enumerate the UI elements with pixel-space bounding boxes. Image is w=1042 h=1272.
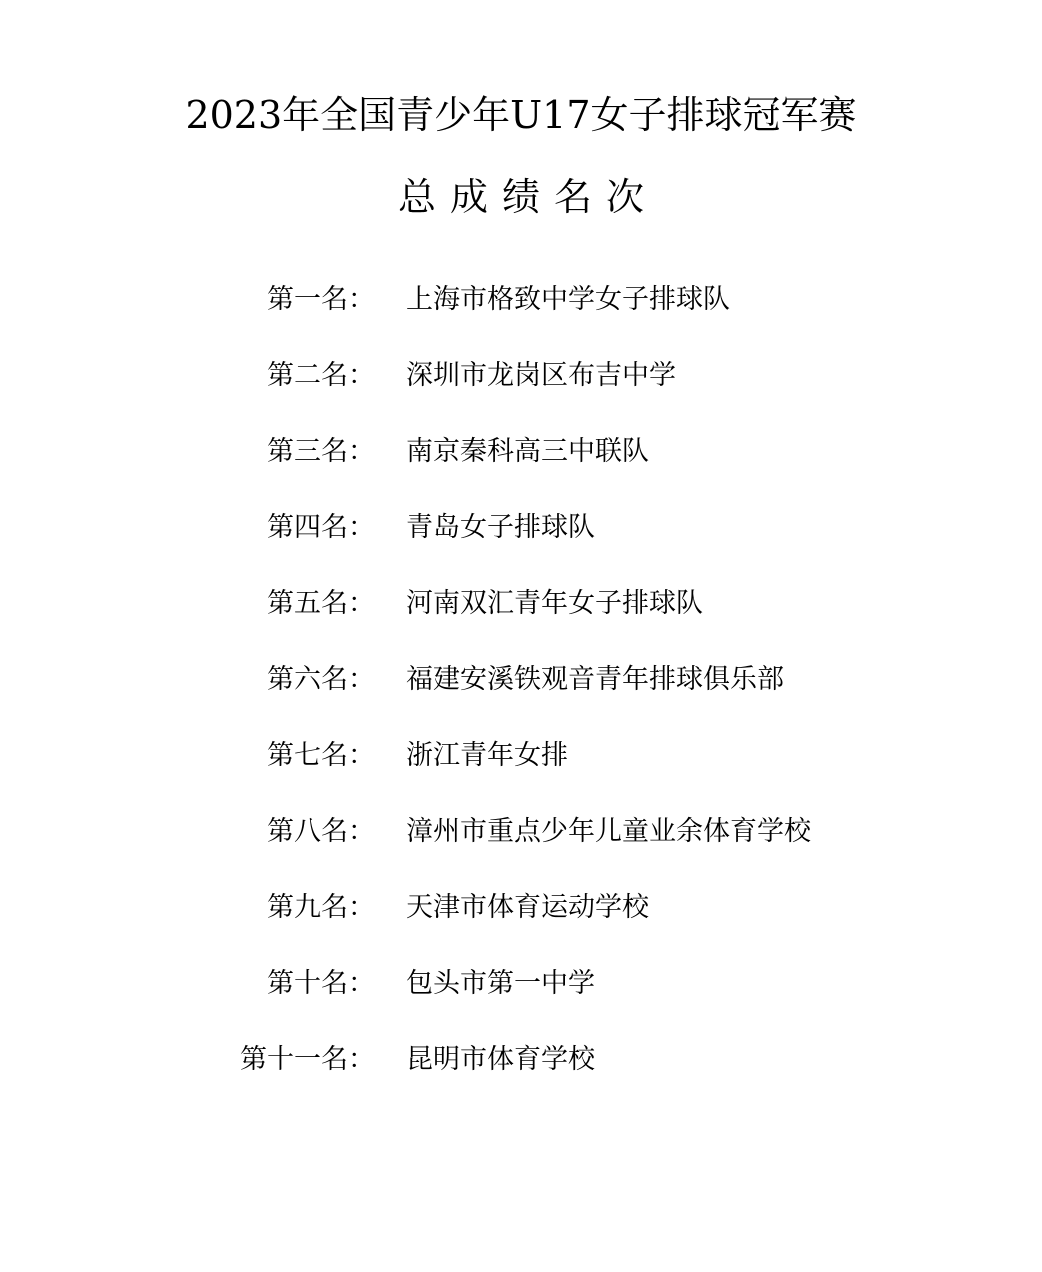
ranking-row xyxy=(0,886,1042,962)
team-name: 包头市第一中学 xyxy=(406,968,595,999)
ranking-row xyxy=(0,354,1042,430)
ranking-row xyxy=(0,278,1042,354)
rank-label: 第三名： xyxy=(267,436,375,467)
rank-label: 第九名： xyxy=(267,892,375,923)
rank-label: 第一名： xyxy=(267,284,375,315)
team-name: 福建安溪铁观音青年排球俱乐部 xyxy=(406,664,784,695)
team-name: 河南双汇青年女子排球队 xyxy=(406,588,703,619)
ranking-row xyxy=(0,1038,1042,1114)
rank-label: 第十一名： xyxy=(240,1044,375,1075)
rank-label: 第七名： xyxy=(267,740,375,771)
ranking-row xyxy=(0,430,1042,506)
ranking-row xyxy=(0,810,1042,886)
team-name: 天津市体育运动学校 xyxy=(406,892,649,923)
ranking-list xyxy=(0,278,1042,1114)
rank-label: 第二名： xyxy=(267,360,375,391)
document-subtitle: 总成绩名次 xyxy=(397,175,658,219)
team-name: 深圳市龙岗区布吉中学 xyxy=(406,360,676,391)
team-name: 上海市格致中学女子排球队 xyxy=(406,284,730,315)
ranking-row xyxy=(0,962,1042,1038)
team-name: 昆明市体育学校 xyxy=(406,1044,595,1075)
team-name: 浙江青年女排 xyxy=(406,740,568,771)
team-name: 青岛女子排球队 xyxy=(406,512,595,543)
document-title: 2023年全国青少年U17女子排球冠军赛 xyxy=(185,93,857,137)
rank-label: 第八名： xyxy=(267,816,375,847)
ranking-row xyxy=(0,506,1042,582)
rank-label: 第十名： xyxy=(267,968,375,999)
ranking-row xyxy=(0,734,1042,810)
ranking-row xyxy=(0,658,1042,734)
team-name: 南京秦科高三中联队 xyxy=(406,436,649,467)
rank-label: 第四名： xyxy=(267,512,375,543)
team-name: 漳州市重点少年儿童业余体育学校 xyxy=(406,816,811,847)
ranking-row xyxy=(0,582,1042,658)
rank-label: 第六名： xyxy=(267,664,375,695)
rank-label: 第五名： xyxy=(267,588,375,619)
